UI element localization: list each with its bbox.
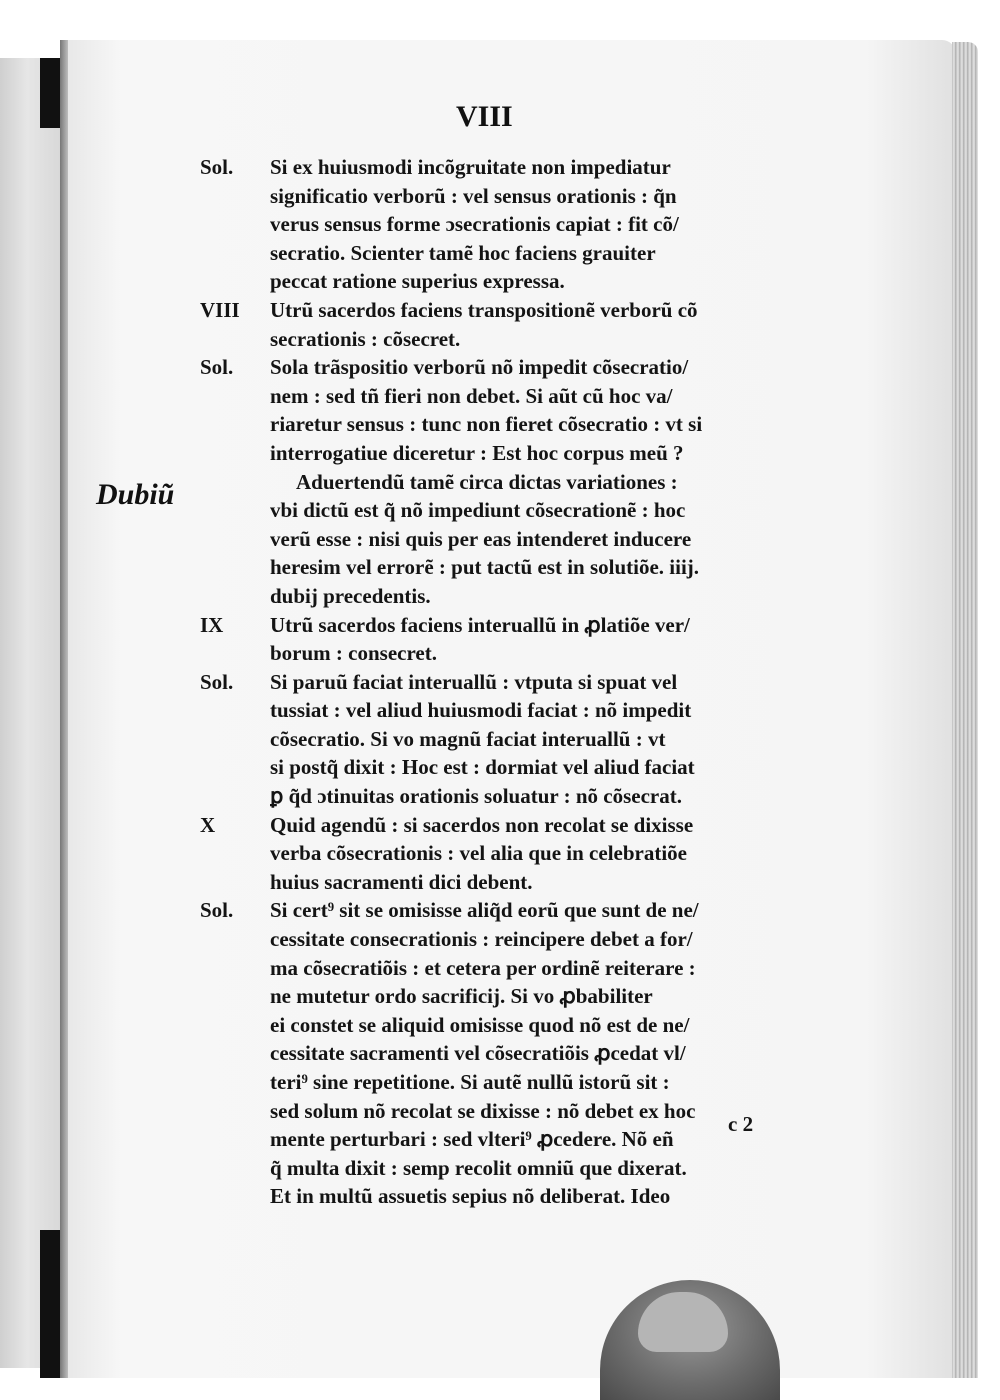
text-line [200, 1097, 800, 1126]
line-text: verba cõsecrationis : vel alia que in celebratiõe [270, 841, 687, 866]
text-line [200, 811, 800, 840]
text-line [200, 410, 800, 439]
line-text: teri⁹ sine repetitione. Si autẽ nullũ istorũ sit : [270, 1070, 670, 1094]
text-line [200, 1125, 800, 1154]
line-text: cõsecratio. Si vo magnũ faciat interuallũ : vt [270, 726, 666, 751]
text-line [200, 668, 800, 697]
line-text: Et in multũ assuetis sepius nõ deliberat. Ideo [270, 1184, 671, 1209]
line-text: Sola trãspositio verborũ nõ impedit cõsecratio/ [270, 355, 689, 380]
line-text: secrationis : cõsecret. [270, 326, 461, 351]
line-label: VIII [200, 297, 240, 322]
text-line [200, 1182, 800, 1211]
text-line [200, 782, 800, 811]
text-line [200, 353, 800, 382]
text-line [200, 896, 800, 925]
line-text: secratio. Scienter tamẽ hoc faciens grauiter [270, 240, 656, 265]
text-line [200, 553, 800, 582]
line-text: tussiat : vel aliud huiusmodi faciat : nõ impedit [270, 698, 692, 723]
line-text: Utrũ sacerdos faciens transpositionẽ verborũ cõ [270, 297, 698, 322]
text-line [200, 1154, 800, 1183]
line-text: vbi dictũ est q̃ nõ impediunt cõsecrationẽ : hoc [270, 498, 686, 523]
signature-mark: c 2 [728, 1112, 754, 1136]
line-text: sed solum nõ recolat se dixisse : nõ debet ex hoc [270, 1098, 696, 1123]
line-text: Si paruũ faciat interuallũ : vtputa si spuat vel [270, 669, 678, 694]
line-text: cessitate sacramenti vel cõsecratiõis ꝓcedat vl/ [270, 1041, 686, 1066]
line-text: Utrũ sacerdos faciens interuallũ in ꝓlatiõe ver/ [270, 612, 690, 637]
text-line [200, 525, 800, 554]
line-text: huius sacramenti dici debent. [270, 869, 533, 894]
text-line [200, 954, 800, 983]
line-text: ei constet se aliquid omisisse quod nõ est de ne/ [270, 1012, 690, 1037]
line-text: q̃ multa dixit : semp recolit omniũ que dixerat. [270, 1155, 687, 1180]
line-text: si postq̃ dixit : Hoc est : dormiat vel aliud faciat [270, 755, 695, 780]
line-label: Sol. [200, 669, 234, 694]
text-line [200, 753, 800, 782]
text-line [200, 725, 800, 754]
line-text: ꝑ q̃d ɔtinuitas orationis soluatur : nõ cõsecrat. [270, 784, 682, 809]
text-block [200, 153, 800, 1211]
line-label: Sol. [200, 355, 234, 380]
line-text: mente perturbari : sed vlteri⁹ ꝓcedere. Nõ eñ [270, 1127, 674, 1152]
page-fore-edge [952, 42, 978, 1378]
text-line [200, 639, 800, 668]
text-line [200, 1039, 800, 1068]
line-label: X [200, 812, 216, 837]
line-text: borum : consecret. [270, 641, 437, 666]
line-text: ma cõsecratiõis : et cetera per ordinẽ reiterare : [270, 955, 696, 980]
line-label: Sol. [200, 155, 234, 179]
text-line [200, 239, 800, 268]
text-line [200, 1011, 800, 1040]
text-line [200, 439, 800, 468]
marginal-note: Dubiũ [96, 478, 175, 511]
text-line [200, 925, 800, 954]
text-line [200, 382, 800, 411]
text-line [200, 468, 800, 497]
text-line [200, 267, 800, 296]
line-text: Quid agendũ : si sacerdos non recolat se dixisse [270, 812, 694, 837]
line-text: dubij precedentis. [270, 583, 431, 608]
line-text: Si cert⁹ sit se omisisse aliq̃d eorũ que sunt de ne/ [270, 898, 699, 923]
text-line [200, 1068, 800, 1097]
line-text: interrogatiue diceretur : Est hoc corpus meũ ? [270, 440, 684, 465]
text-line [200, 296, 800, 325]
text-line [200, 611, 800, 640]
line-text: Si ex huiusmodi incõgruitate non impediatur [270, 155, 671, 179]
line-text: ne mutetur ordo sacrificij. Si vo ꝓbabiliter [270, 984, 653, 1009]
line-text: verus sensus forme ɔsecrationis capiat : fit cõ/ [270, 212, 679, 237]
line-text: nem : sed tñ fieri non debet. Si aũt cũ hoc va/ [270, 383, 673, 408]
text-line [200, 839, 800, 868]
line-label: IX [200, 612, 224, 637]
text-line [200, 582, 800, 611]
text-line [200, 982, 800, 1011]
text-line [200, 496, 800, 525]
line-text: cessitate consecrationis : reincipere debet a for/ [270, 927, 693, 952]
left-page-edge [0, 58, 68, 1368]
folio-number: VIII [456, 100, 513, 133]
text-line [200, 182, 800, 211]
line-text: heresim vel errorẽ : put tactũ est in solutiõe. iiij. [270, 555, 700, 580]
text-line [200, 868, 800, 897]
line-text: peccat ratione superius expressa. [270, 269, 565, 294]
text-line [200, 153, 800, 182]
line-text: significatio verborũ : vel sensus orationis : q̃n [270, 183, 677, 208]
text-line [200, 696, 800, 725]
line-text: verũ esse : nisi quis per eas intenderet inducere [270, 526, 692, 551]
line-text: Aduertendũ tamẽ circa dictas variationes : [296, 469, 678, 494]
line-text: riaretur sensus : tunc non fieret cõsecratio : vt si [270, 412, 703, 437]
text-line [200, 210, 800, 239]
line-label: Sol. [200, 898, 234, 923]
text-line [200, 325, 800, 354]
